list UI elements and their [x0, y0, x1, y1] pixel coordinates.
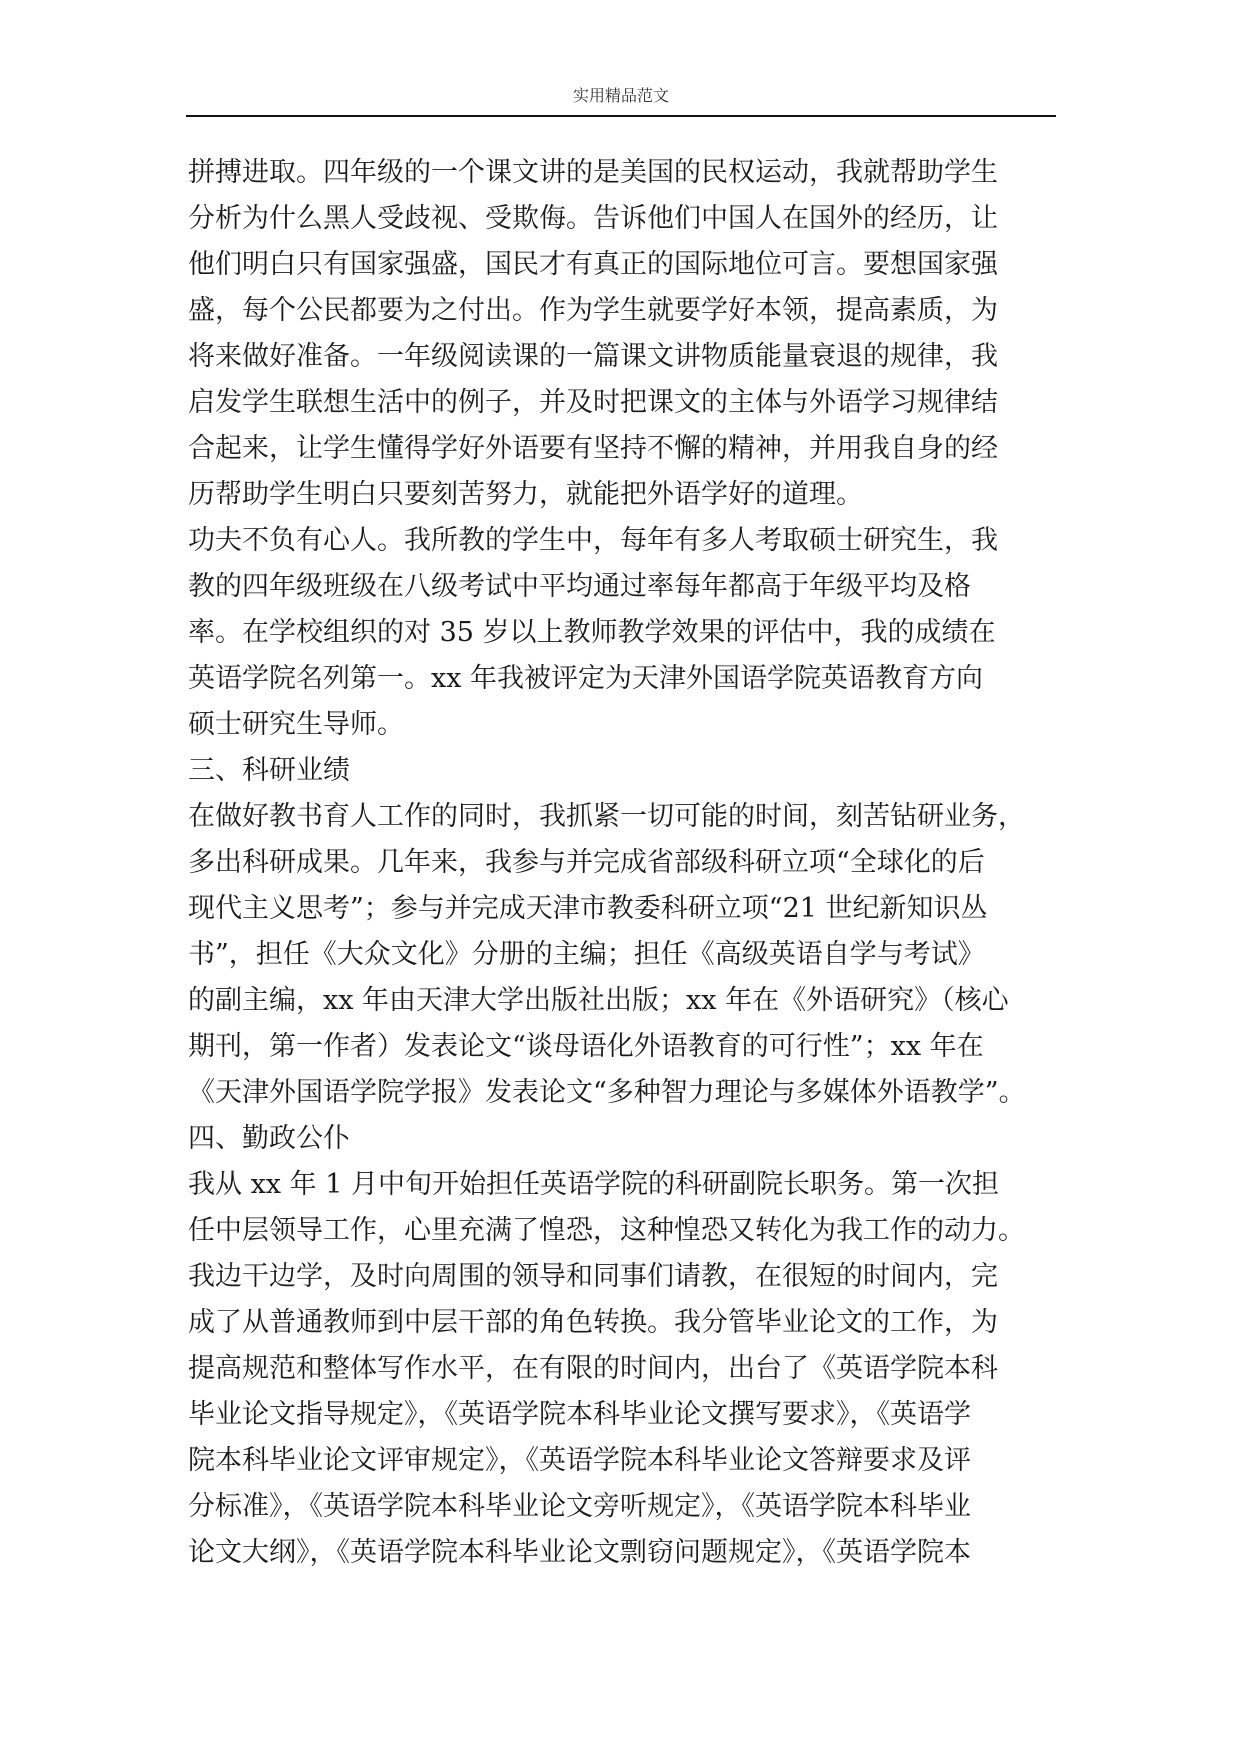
text-line: 提高规范和整体写作水平，在有限的时间内，出台了《英语学院本科	[188, 1353, 998, 1384]
header-divider	[186, 115, 1056, 117]
body-text	[188, 150, 1058, 1576]
text-line: 功夫不负有心人。我所教的学生中，每年有多人考取硕士研究生，我	[188, 525, 998, 556]
text-line: 成了从普通教师到中层干部的角色转换。我分管毕业论文的工作，为	[188, 1307, 998, 1338]
text-line: 历帮助学生明白只要刻苦努力，就能把外语学好的道理。	[188, 479, 863, 510]
section-heading: 四、勤政公仆	[188, 1123, 350, 1154]
text-line: 硕士研究生导师。	[188, 709, 404, 740]
text-line: 书”，担任《大众文化》分册的主编；担任《高级英语自学与考试》	[188, 939, 985, 970]
text-line: 现代主义思考”；参与并完成天津市教委科研立项“21 世纪新知识丛	[188, 893, 988, 924]
text-line: 盛，每个公民都要为之付出。作为学生就要学好本领，提高素质，为	[188, 295, 998, 326]
text-line: 将来做好准备。一年级阅读课的一篇课文讲物质能量衰退的规律，我	[188, 341, 998, 372]
text-line: 院本科毕业论文评审规定》，《英语学院本科毕业论文答辩要求及评	[188, 1445, 971, 1476]
text-line: 的副主编，xx 年由天津大学出版社出版；xx 年在《外语研究》（核心	[188, 985, 1009, 1016]
text-line: 教的四年级班级在八级考试中平均通过率每年都高于年级平均及格	[188, 571, 971, 602]
text-line: 多出科研成果。几年来，我参与并完成省部级科研立项“全球化的后	[188, 847, 985, 878]
text-line: 论文大纲》，《英语学院本科毕业论文剽窃问题规定》，《英语学院本	[188, 1537, 971, 1568]
running-header: 实用精品范文	[572, 86, 669, 105]
text-line: 率。在学校组织的对 35 岁以上教师教学效果的评估中，我的成绩在	[188, 617, 996, 648]
text-line: 启发学生联想生活中的例子，并及时把课文的主体与外语学习规律结	[188, 387, 998, 418]
text-line: 分标准》，《英语学院本科毕业论文旁听规定》，《英语学院本科毕业	[188, 1491, 971, 1522]
text-line: 期刊，第一作者）发表论文“谈母语化外语教育的可行性”；xx 年在	[188, 1031, 984, 1062]
text-line: 分析为什么黑人受歧视、受欺侮。告诉他们中国人在国外的经历，让	[188, 203, 998, 234]
text-line: 在做好教书育人工作的同时，我抓紧一切可能的时间，刻苦钻研业务，	[188, 801, 1025, 832]
text-line: 拼搏进取。四年级的一个课文讲的是美国的民权运动，我就帮助学生	[188, 157, 998, 188]
text-line: 《天津外国语学院学报》发表论文“多种智力理论与多媒体外语教学”。	[188, 1077, 1026, 1108]
text-line: 我从 xx 年 1 月中旬开始担任英语学院的科研副院长职务。第一次担	[188, 1169, 999, 1200]
text-line: 毕业论文指导规定》，《英语学院本科毕业论文撰写要求》，《英语学	[188, 1399, 971, 1430]
text-line: 他们明白只有国家强盛，国民才有真正的国际地位可言。要想国家强	[188, 249, 998, 280]
text-line: 我边干边学，及时向周围的领导和同事们请教，在很短的时间内，完	[188, 1261, 998, 1292]
text-line: 合起来，让学生懂得学好外语要有坚持不懈的精神，并用我自身的经	[188, 433, 998, 464]
section-heading: 三、科研业绩	[188, 755, 350, 786]
text-line: 英语学院名列第一。xx 年我被评定为天津外国语学院英语教育方向	[188, 663, 984, 694]
text-line: 任中层领导工作，心里充满了惶恐，这种惶恐又转化为我工作的动力。	[188, 1215, 1025, 1246]
